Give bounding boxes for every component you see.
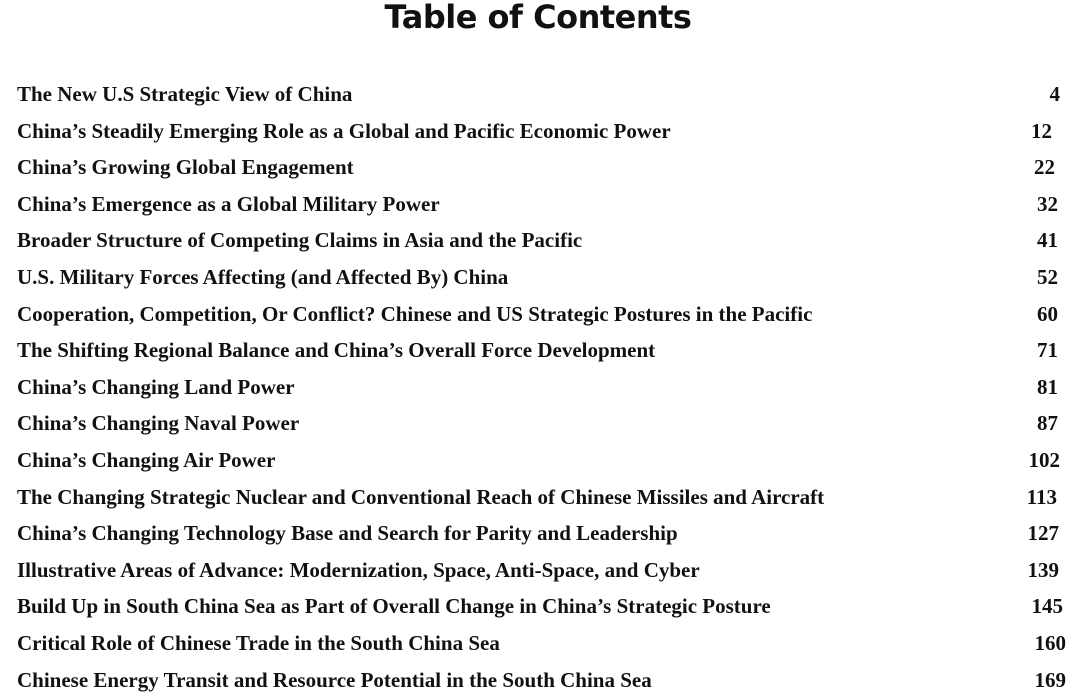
- toc-entry-label: Illustrative Areas of Advance: Modernization, Space, Anti-Space, and Cyber: [17, 554, 700, 586]
- toc-entry[interactable]: [17, 151, 1067, 188]
- toc-entry[interactable]: [17, 627, 1067, 664]
- toc-entry-page: 41: [998, 224, 1058, 256]
- toc-entry-page: 87: [998, 407, 1058, 439]
- toc-entry-page: 145: [1003, 590, 1063, 622]
- toc-entry-page: 12: [992, 115, 1052, 147]
- toc-entry-label: China’s Growing Global Engagement: [17, 151, 354, 183]
- toc-entry[interactable]: [17, 554, 1067, 591]
- toc-entry-page: 169: [1006, 664, 1066, 696]
- toc-entry[interactable]: [17, 298, 1067, 335]
- toc-entry[interactable]: [17, 188, 1067, 225]
- toc-entry[interactable]: [17, 517, 1067, 554]
- toc-entry-page: 113: [997, 481, 1057, 513]
- page-title: Table of Contents: [0, 0, 1076, 36]
- toc-entry-page: 81: [998, 371, 1058, 403]
- toc-entry[interactable]: [17, 481, 1067, 518]
- toc-entry-label: China’s Changing Naval Power: [17, 407, 299, 439]
- toc-entry-page: 4: [1000, 78, 1060, 110]
- toc-entry-label: Broader Structure of Competing Claims in Asia and the Pacific: [17, 224, 582, 256]
- toc-entry-label: The Shifting Regional Balance and China’s Overall Force Development: [17, 334, 655, 366]
- toc-entry-label: The New U.S Strategic View of China: [17, 78, 352, 110]
- toc-entry[interactable]: [17, 78, 1067, 115]
- toc-entry-label: China’s Changing Land Power: [17, 371, 295, 403]
- toc-entry-label: The Changing Strategic Nuclear and Conventional Reach of Chinese Missiles and Aircraft: [17, 481, 824, 513]
- toc-entry-label: China’s Steadily Emerging Role as a Global and Pacific Economic Power: [17, 115, 671, 147]
- toc-entry[interactable]: [17, 261, 1067, 298]
- toc-entry[interactable]: [17, 444, 1067, 481]
- toc-entry-label: China’s Emergence as a Global Military Power: [17, 188, 440, 220]
- toc-entry-label: Critical Role of Chinese Trade in the South China Sea: [17, 627, 500, 659]
- toc-entry-page: 71: [998, 334, 1058, 366]
- toc-entry-label: Build Up in South China Sea as Part of Overall Change in China’s Strategic Posture: [17, 590, 771, 622]
- toc-entry-page: 139: [999, 554, 1059, 586]
- toc-entry-label: Cooperation, Competition, Or Conflict? Chinese and US Strategic Postures in the Pacific: [17, 298, 812, 330]
- toc-entry[interactable]: [17, 407, 1067, 444]
- toc-entry[interactable]: [17, 334, 1067, 371]
- toc-entry-label: China’s Changing Technology Base and Search for Parity and Leadership: [17, 517, 678, 549]
- toc-entry[interactable]: [17, 224, 1067, 261]
- toc-entry-page: 160: [1006, 627, 1066, 659]
- toc-entry-page: 127: [999, 517, 1059, 549]
- toc-entry-label: China’s Changing Air Power: [17, 444, 275, 476]
- toc-entry-page: 22: [995, 151, 1055, 183]
- toc-entry-label: U.S. Military Forces Affecting (and Affected By) China: [17, 261, 508, 293]
- toc-list: [17, 78, 1067, 700]
- toc-entry-page: 32: [998, 188, 1058, 220]
- toc-entry-page: 102: [1000, 444, 1060, 476]
- toc-entry[interactable]: [17, 115, 1067, 152]
- toc-entry-label: Chinese Energy Transit and Resource Potential in the South China Sea: [17, 664, 652, 696]
- toc-entry[interactable]: [17, 371, 1067, 408]
- toc-entry-page: 60: [998, 298, 1058, 330]
- toc-entry[interactable]: [17, 590, 1067, 627]
- toc-entry-page: 52: [998, 261, 1058, 293]
